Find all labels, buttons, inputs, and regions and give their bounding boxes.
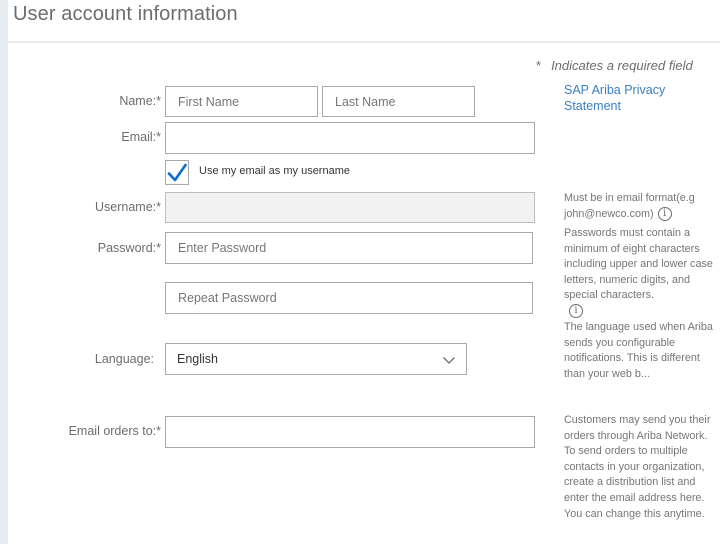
repeat-password-input[interactable] bbox=[165, 282, 533, 314]
left-edge-strip bbox=[0, 0, 8, 544]
last-name-input[interactable] bbox=[322, 86, 475, 117]
password-input[interactable] bbox=[165, 232, 533, 264]
first-name-input[interactable] bbox=[165, 86, 318, 117]
email-orders-to-input[interactable] bbox=[165, 416, 535, 448]
page-title: User account information bbox=[13, 3, 238, 25]
required-note-text: Indicates a required field bbox=[551, 58, 693, 73]
language-label: Language: bbox=[94, 352, 154, 366]
username-help bbox=[564, 191, 714, 222]
name-label: Name:* bbox=[119, 94, 161, 108]
language-selected-value: English bbox=[177, 352, 218, 366]
required-field-note bbox=[536, 58, 693, 73]
info-icon[interactable]: i bbox=[658, 207, 672, 221]
privacy-statement-link[interactable]: SAP Ariba Privacy Statement bbox=[564, 83, 666, 113]
info-icon[interactable]: i bbox=[569, 304, 583, 318]
chevron-down-icon bbox=[442, 353, 456, 367]
required-star: * bbox=[536, 58, 542, 73]
email-orders-help: Customers may send you their orders through Ariba Network. To send orders to multiple contacts in your organization, create a distribution list and enter the email address here. You can change this anytime. bbox=[564, 414, 711, 520]
password-help-text: Passwords must contain a minimum of eight characters including upper and lower case letters, numeric digits, and special characters. bbox=[564, 227, 713, 302]
use-email-as-username-label: Use my email as my username bbox=[199, 165, 350, 177]
email-orders-to-label: Email orders to:* bbox=[68, 424, 161, 438]
password-help bbox=[564, 226, 714, 320]
password-label: Password:* bbox=[97, 241, 161, 255]
title-divider bbox=[8, 41, 720, 43]
username-input bbox=[165, 192, 535, 223]
language-help: The language used when Ariba sends you configurable notifications. This is different than your web b... bbox=[564, 321, 713, 380]
check-icon bbox=[167, 163, 187, 183]
username-help-text: Must be in email format(e.g john@newco.com) bbox=[564, 192, 695, 220]
username-label: Username:* bbox=[95, 200, 161, 214]
language-select[interactable] bbox=[165, 343, 467, 375]
use-email-as-username-checkbox[interactable] bbox=[165, 160, 189, 185]
email-label: Email:* bbox=[121, 130, 161, 144]
email-input[interactable] bbox=[165, 122, 535, 154]
